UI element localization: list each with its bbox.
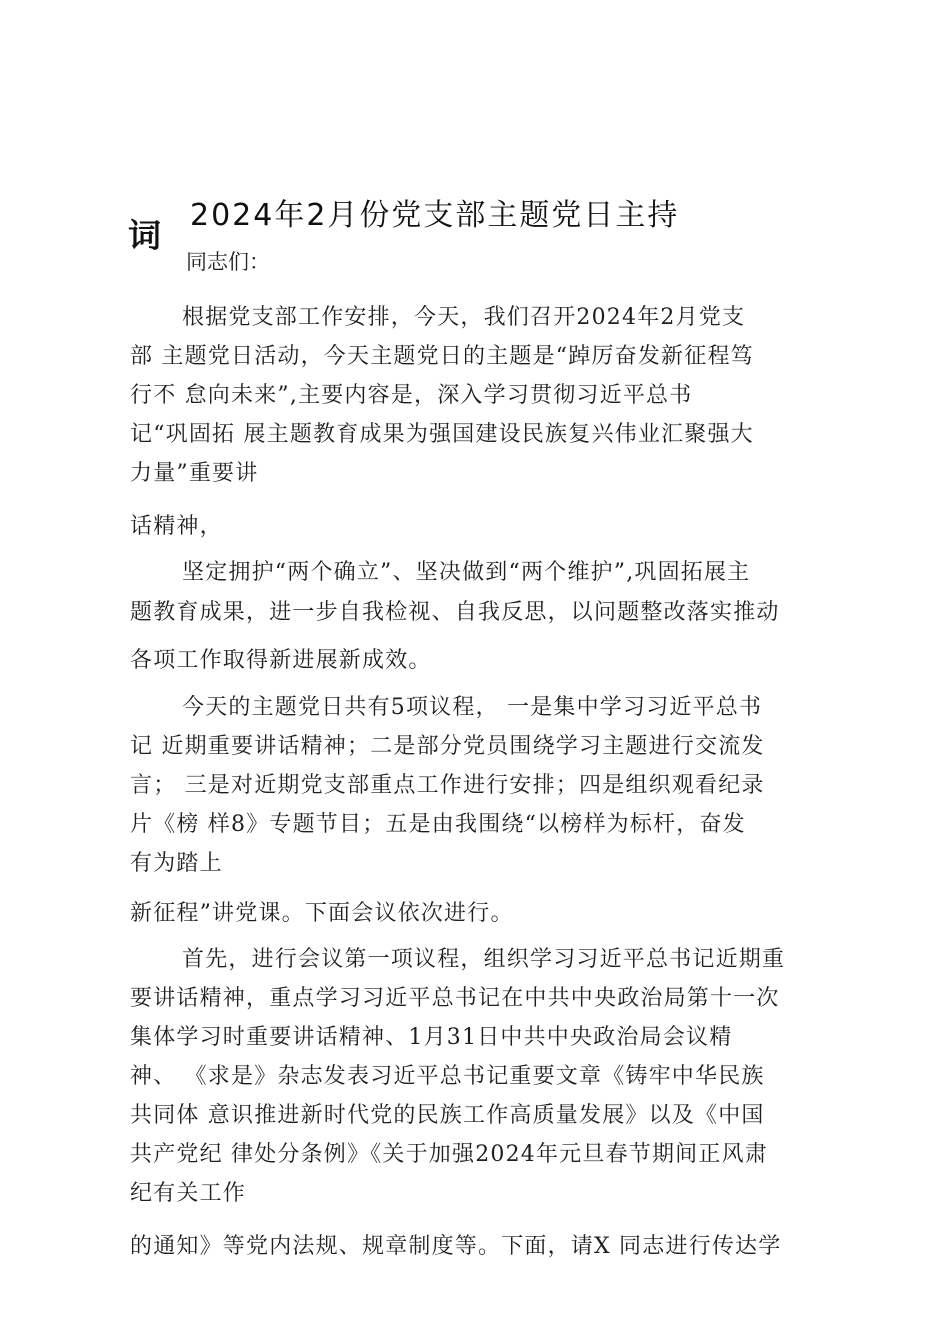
paragraph-line: 神、 《求是》杂志发表习近平总书记重要文章《铸牢中华民族 (130, 1064, 765, 1089)
paragraph-line: 首先，进行会议第一项议程，组织学习习近平总书记近期重 (182, 947, 786, 972)
paragraph-line: 坚定拥护“两个确立”、坚决做到“两个维护”,巩固拓展主 (182, 560, 751, 585)
paragraph-line: 纪有关工作 (130, 1181, 247, 1206)
paragraph-line: 记“巩固拓 展主题教育成果为强国建设民族复兴伟业汇聚强大 (130, 422, 754, 447)
paragraph-line: 要讲话精神，重点学习习近平总书记在中共中央政治局第十一次 (130, 986, 780, 1011)
paragraph-line: 的通知》等党内法规、规章制度等。下面，请X 同志进行传达学 (130, 1234, 782, 1259)
paragraph-line: 记 近期重要讲话精神；二是部分党员围绕学习主题进行交流发 (130, 734, 765, 759)
paragraph-line: 新征程”讲党课。下面会议依次进行。 (130, 901, 514, 926)
paragraph-line: 行不 怠向未来”,主要内容是，深入学习贯彻习近平总书 (130, 383, 693, 408)
paragraph-line: 片《榜 样8》专题节目；五是由我围绕“以榜样为标杆，奋发 (130, 812, 746, 837)
paragraph-line: 今天的主题党日共有5项议程， 一是集中学习习近平总书 (182, 695, 763, 720)
paragraph-line: 有为踏上 (130, 851, 223, 876)
paragraph-line: 集体学习时重要讲话精神、1月31日中共中央政治局会议精 (130, 1025, 733, 1050)
paragraph-line: 共同体 意识推进新时代党的民族工作高质量发展》以及《中国 (130, 1103, 765, 1128)
paragraph-line: 题教育成果，进一步自我检视、自我反思，以问题整改落实推动 (130, 600, 780, 625)
paragraph-line: 言； 三是对近期党支部重点工作进行安排；四是组织观看纪录 (130, 773, 765, 798)
paragraph-line: 力量”重要讲 (130, 461, 259, 486)
salutation: 同志们： (186, 250, 270, 274)
paragraph-line: 根据党支部工作安排，今天，我们召开2024年2月党支 (182, 305, 746, 330)
paragraph-line: 部 主题党日活动，今天主题党日的主题是“踔厉奋发新征程笃 (130, 344, 754, 369)
paragraph-line: 各项工作取得新进展新成效。 (130, 648, 432, 673)
document-title-tail: 词 (128, 216, 161, 255)
document-title: 2024年2月份党支部主题党日主持 (190, 198, 680, 233)
paragraph-line: 话精神， (130, 514, 223, 539)
paragraph-line: 共产党纪 律处分条例》《关于加强2024年元旦春节期间正风肃 (130, 1142, 768, 1167)
